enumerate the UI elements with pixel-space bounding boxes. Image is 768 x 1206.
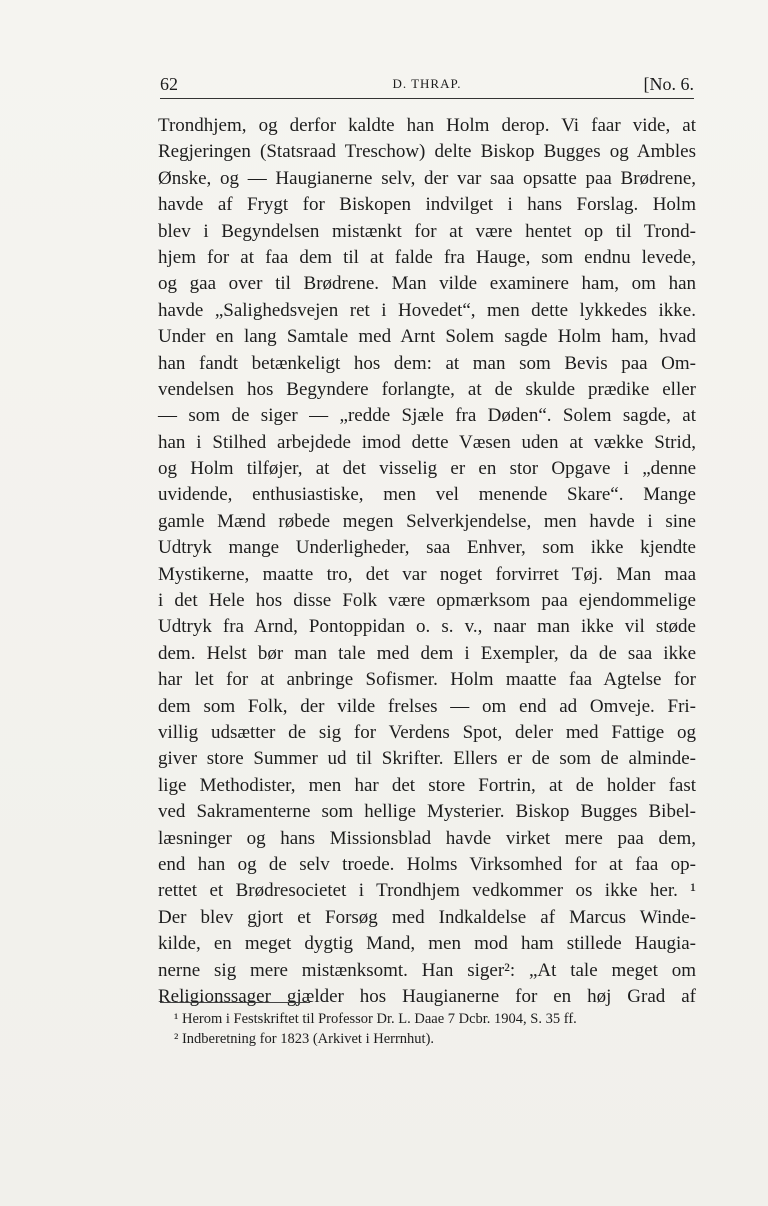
footnotes [160,1002,694,1049]
text-line: Der blev gjort et Forsøg med Indkaldelse af Marcus Winde- [158,906,696,928]
footnote-rule [160,1002,310,1003]
text-line: han i Stilhed arbejdede imod dette Væsen uden at vække Strid, [158,431,696,453]
issue-number: [No. 6. [643,74,694,94]
text-line: Under en lang Samtale med Arnt Solem sagde Holm ham, hvad [158,326,696,348]
text-line: kilde, en meget dygtig Mand, men mod ham stillede Haugia- [158,933,696,955]
text-line: uvidende, enthusiastiske, men vel menende Skare“. Mange [158,484,696,506]
footnote-1: ¹ Herom i Festskriftet til Professor Dr. L. Daae 7 Dcbr. 1904, S. 35 ff. [174,1011,577,1027]
footnote-2: ² Indberetning for 1823 (Arkivet i Herrnhut). [174,1031,435,1047]
text-line: har let for at anbringe Sofismer. Holm maatte faa Agtelse for [158,669,696,691]
text-line: havde af Frygt for Biskopen indvilget i hans Forslag. Holm [158,194,696,216]
text-line: dem. Helst bør man tale med dem i Exempler, da de saa ikke [158,642,696,664]
text-line: han fandt betænkeligt hos dem: at man som Bevis paa Om- [158,352,696,374]
running-header [160,70,694,99]
page-number: 62 [160,74,178,94]
text-line: Regjeringen (Statsraad Treschow) delte Biskop Bugges og Ambles [158,141,696,163]
text-line: læsninger og hans Missionsblad havde virket mere paa dem, [158,827,696,849]
text-line: Udtryk fra Arnd, Pontoppidan o. s. v., naar man ikke vil støde [158,616,696,638]
text-line: og Holm tilføjer, at det visselig er en stor Opgave i „denne [158,458,696,480]
text-line: blev i Begyndelsen mistænkt for at være hentet op til Trond- [158,220,696,242]
text-line: Ønske, og — Haugianerne selv, der var saa opsatte paa Brødrene, [158,167,696,189]
text-line: end han og de selv troede. Holms Virksomhed for at faa op- [158,853,696,875]
text-line: lige Methodister, men har det store Fortrin, at de holder fast [158,774,696,796]
text-line: i det Hele hos disse Folk være opmærksom paa ejendommelige [158,590,696,612]
text-line: og gaa over til Brødrene. Man vilde examinere ham, om han [158,273,696,295]
text-line: dem som Folk, der vilde frelses — om end ad Omveje. Fri- [158,695,696,717]
text-line: Udtryk mange Underligheder, saa Enhver, som ikke kjendte [158,537,696,559]
text-line: nerne sig mere mistænksomt. Han siger²: „At tale meget om [158,959,696,981]
running-title: D. THRAP. [392,76,462,91]
text-line: — som de siger — „redde Sjæle fra Døden“. Solem sagde, at [158,405,696,427]
text-line: hjem for at faa dem til at falde fra Hauge, som endnu levede, [158,246,696,268]
text-line: giver store Summer ud til Skrifter. Ellers er de som de alminde- [158,748,696,770]
text-line: ved Sakramenterne som hellige Mysterier. Biskop Bugges Bibel- [158,801,696,823]
body-text [158,113,696,1010]
text-line: rettet et Brødresocietet i Trondhjem vedkommer os ikke her. ¹ [158,880,696,902]
text-line: havde „Salighedsvejen ret i Hovedet“, men dette lykkedes ikke. [158,299,696,321]
text-line: Trondhjem, og derfor kaldte han Holm derop. Vi faar vide, at [158,115,696,136]
text-line: vendelsen hos Begyndere forlangte, at de skulde prædike eller [158,378,696,400]
text-line: villig udsætter de sig for Verdens Spot, deler med Fattige og [158,721,696,743]
text-line: gamle Mænd røbede megen Selverkjendelse, men havde i sine [158,510,696,532]
text-line: Religionssager gjælder hos Haugianerne for en høj Grad af [158,985,696,1007]
text-line: Mystikerne, maatte tro, det var noget forvirret Tøj. Man maa [158,563,696,585]
